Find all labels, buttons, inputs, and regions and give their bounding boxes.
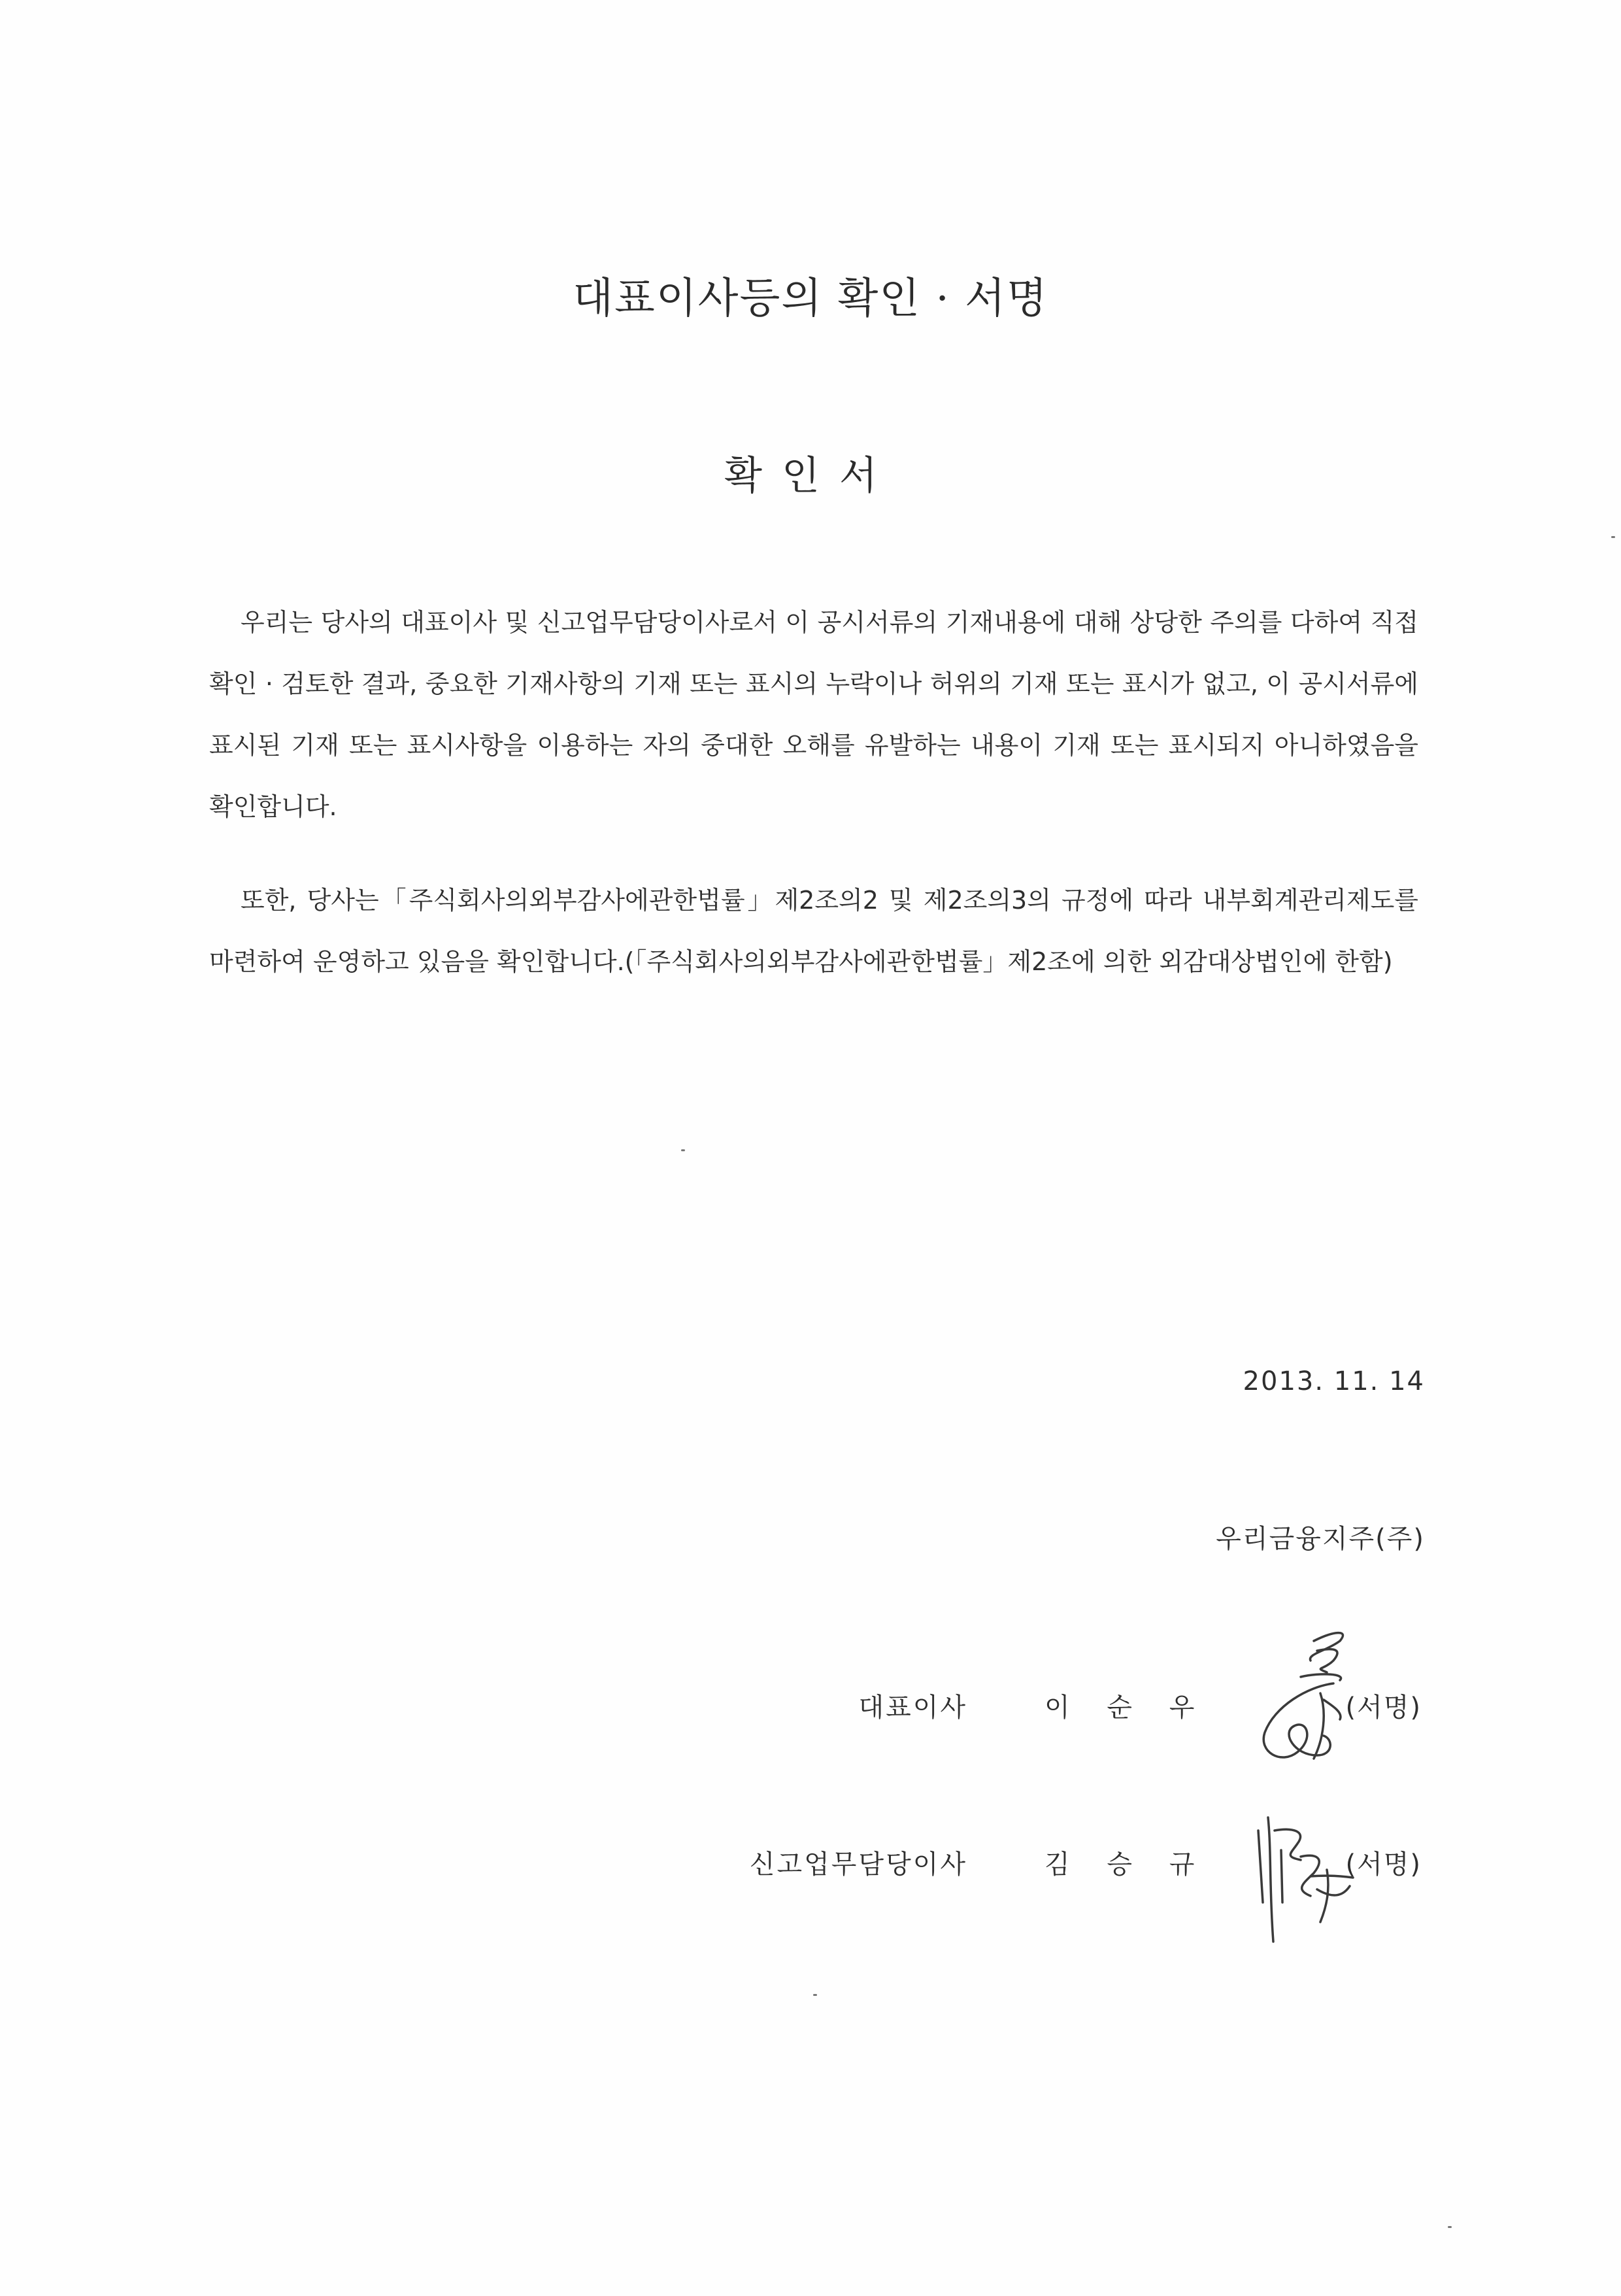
document-date: 2013. 11. 14 xyxy=(1243,1366,1425,1396)
scan-speck xyxy=(813,1994,817,1996)
signature-row-ceo xyxy=(0,1680,1621,1759)
signatory-name: 이 순 우 xyxy=(1044,1693,1209,1723)
signature-row-disclosure-officer xyxy=(0,1837,1621,1916)
signatory-role: 신고업무담당이사 xyxy=(749,1849,967,1880)
scan-speck xyxy=(681,1149,685,1151)
signature-mark-label: (서명) xyxy=(1345,1693,1422,1723)
company-name: 우리금융지주(주) xyxy=(1216,1524,1425,1554)
confirmation-paragraph-text: 우리는 당사의 대표이사 및 신고업무담당이사로서 이 공시서류의 기재내용에 대해 상당한 주의를 다하여 직접 확인 · 검토한 결과, 중요한 기재사항의 기재 또는 표시의 누락이나 허위의 기재 또는 표시가 없고, 이 공시서류에 표시된 기재 또는 표시사항을 이용하는 자의 중대한 오해를 유발하는 내용이 기재 또는 표시되지 아니하였음을 확인합니다. xyxy=(209,608,1418,821)
document-subtitle: 확인서 xyxy=(724,453,897,499)
scan-speck xyxy=(1611,536,1615,538)
signatory-role: 대표이사 xyxy=(858,1693,967,1723)
confirmation-paragraph xyxy=(209,592,1418,837)
document-title: 대표이사등의 확인 · 서명 xyxy=(573,275,1048,323)
signature-mark-label: (서명) xyxy=(1345,1849,1422,1880)
internal-control-paragraph xyxy=(209,869,1418,992)
scan-speck xyxy=(1448,2226,1452,2228)
internal-control-paragraph-text: 또한, 당사는「주식회사의외부감사에관한법률」제2조의2 및 제2조의3의 규정에 따라 내부회계관리제도를 마련하여 운영하고 있음을 확인합니다.(「주식회사의외부감사에관한법률」제2조에 의한 외감대상법인에 한함) xyxy=(209,886,1418,976)
signatory-name: 김 승 규 xyxy=(1044,1849,1209,1880)
